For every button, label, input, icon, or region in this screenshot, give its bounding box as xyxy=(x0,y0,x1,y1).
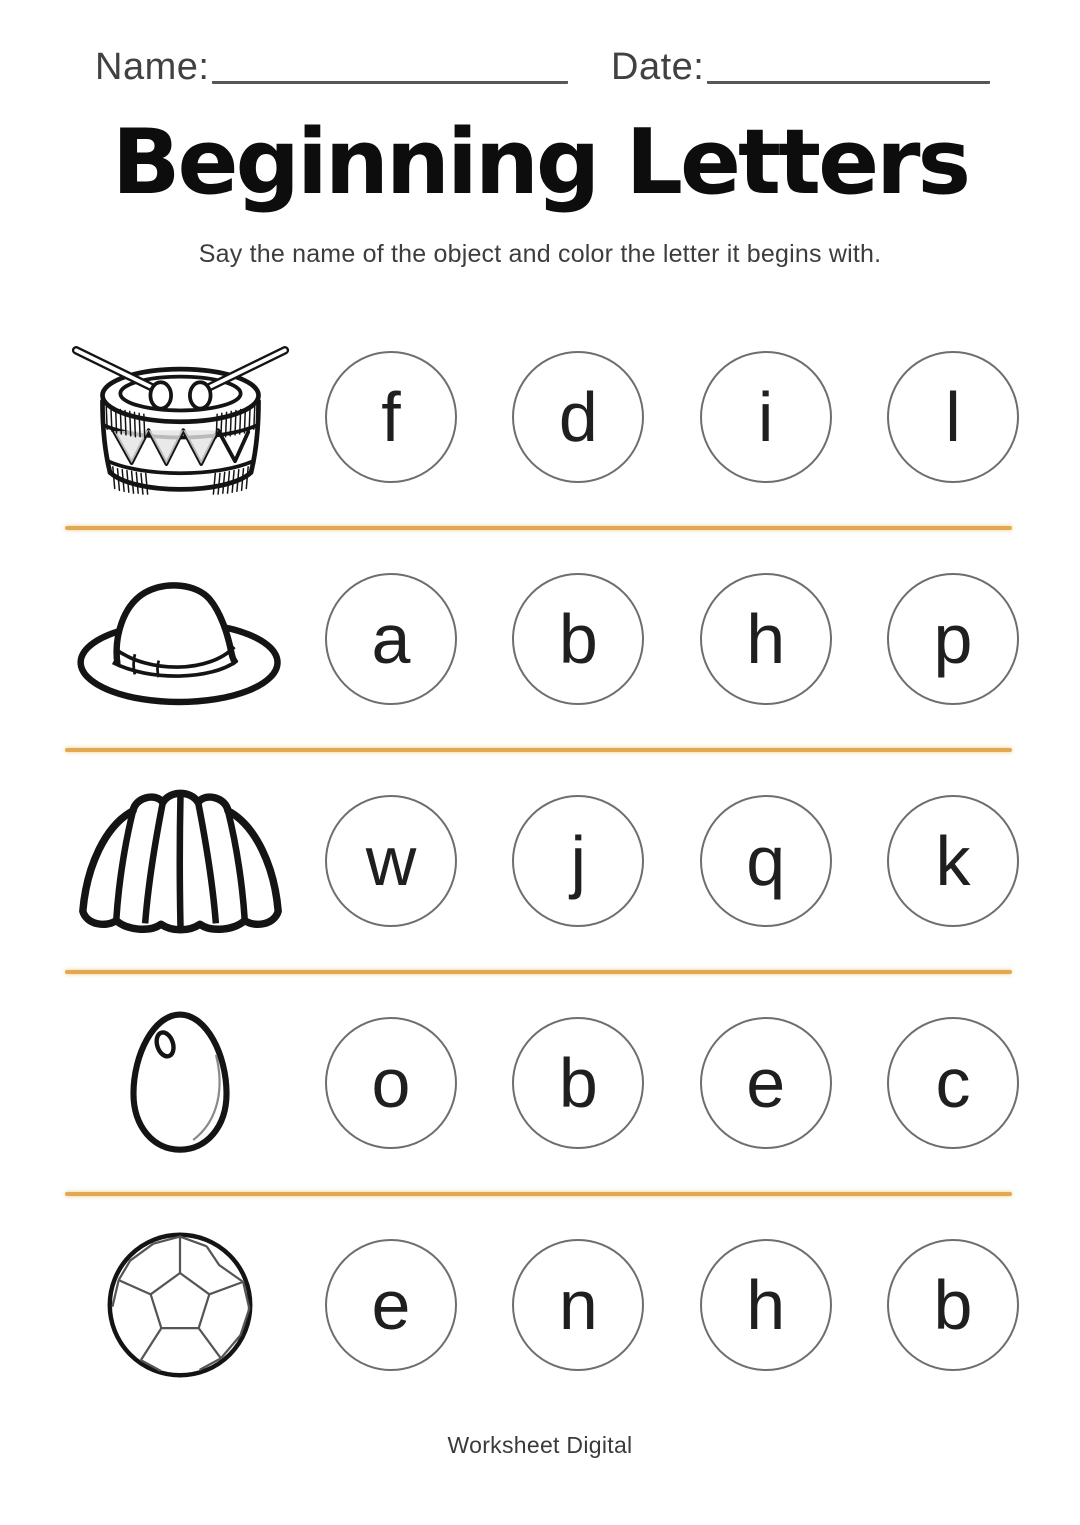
letter-choice-n-row5[interactable] xyxy=(512,1239,644,1371)
letter-label: d xyxy=(558,378,598,456)
name-input-line[interactable] xyxy=(212,50,568,84)
letter-label: e xyxy=(371,1266,411,1344)
letter-choice-h-row2[interactable] xyxy=(700,573,832,705)
worksheet-row xyxy=(0,974,1080,1192)
name-field xyxy=(95,48,568,86)
letter-choice-p-row2[interactable] xyxy=(887,573,1019,705)
letter-choice-o-row4[interactable] xyxy=(325,1017,457,1149)
letter-label: w xyxy=(365,822,417,900)
letter-label: l xyxy=(945,378,961,456)
letter-label: j xyxy=(570,822,587,900)
date-field xyxy=(611,48,990,86)
letter-choice-b-row4[interactable] xyxy=(512,1017,644,1149)
letter-label: h xyxy=(746,1266,786,1344)
name-date-row xyxy=(95,48,990,86)
name-label: Name: xyxy=(95,46,210,88)
letter-choice-k-row3[interactable] xyxy=(887,795,1019,927)
letter-choice-a-row2[interactable] xyxy=(325,573,457,705)
letter-label: o xyxy=(371,1044,411,1122)
letter-label: p xyxy=(933,600,973,678)
letter-label: b xyxy=(933,1266,973,1344)
egg-icon xyxy=(55,983,305,1183)
footer-brand: Worksheet Digital xyxy=(447,1432,633,1458)
letter-label: e xyxy=(746,1044,786,1122)
letter-choice-q-row3[interactable] xyxy=(700,795,832,927)
letter-choice-l-row1[interactable] xyxy=(887,351,1019,483)
letter-choice-e-row5[interactable] xyxy=(325,1239,457,1371)
letter-choice-j-row3[interactable] xyxy=(512,795,644,927)
letter-choice-d-row1[interactable] xyxy=(512,351,644,483)
letter-choices xyxy=(325,1017,1080,1149)
letter-label: b xyxy=(558,600,598,678)
worksheet-row xyxy=(0,530,1080,748)
letter-label: c xyxy=(935,1044,971,1122)
worksheet-row xyxy=(0,752,1080,970)
letter-choice-e-row4[interactable] xyxy=(700,1017,832,1149)
page-title: Beginning Letters xyxy=(111,110,969,215)
letter-label: k xyxy=(935,822,971,900)
letter-choice-h-row5[interactable] xyxy=(700,1239,832,1371)
drum-icon xyxy=(55,317,305,517)
letter-choices xyxy=(325,573,1080,705)
letter-choice-f-row1[interactable] xyxy=(325,351,457,483)
rows-container xyxy=(0,308,1080,1414)
letter-label: q xyxy=(746,822,786,900)
jelly-icon xyxy=(55,761,305,961)
letter-label: i xyxy=(757,378,774,456)
soccer-ball-icon xyxy=(55,1205,305,1405)
letter-choices xyxy=(325,795,1080,927)
letter-label: h xyxy=(746,600,786,678)
letter-choice-b-row2[interactable] xyxy=(512,573,644,705)
letter-label: f xyxy=(381,378,401,456)
worksheet-row xyxy=(0,308,1080,526)
hat-icon xyxy=(55,539,305,739)
letter-choice-c-row4[interactable] xyxy=(887,1017,1019,1149)
date-label: Date: xyxy=(611,46,705,88)
letter-label: a xyxy=(371,600,411,678)
letter-choices xyxy=(325,351,1080,483)
letter-choice-w-row3[interactable] xyxy=(325,795,457,927)
date-input-line[interactable] xyxy=(707,50,990,84)
instructions-text: Say the name of the object and color the letter it begins with. xyxy=(198,240,882,268)
letter-label: b xyxy=(558,1044,598,1122)
worksheet-row xyxy=(0,1196,1080,1414)
letter-label: n xyxy=(558,1266,598,1344)
letter-choice-b-row5[interactable] xyxy=(887,1239,1019,1371)
letter-choice-i-row1[interactable] xyxy=(700,351,832,483)
letter-choices xyxy=(325,1239,1080,1371)
